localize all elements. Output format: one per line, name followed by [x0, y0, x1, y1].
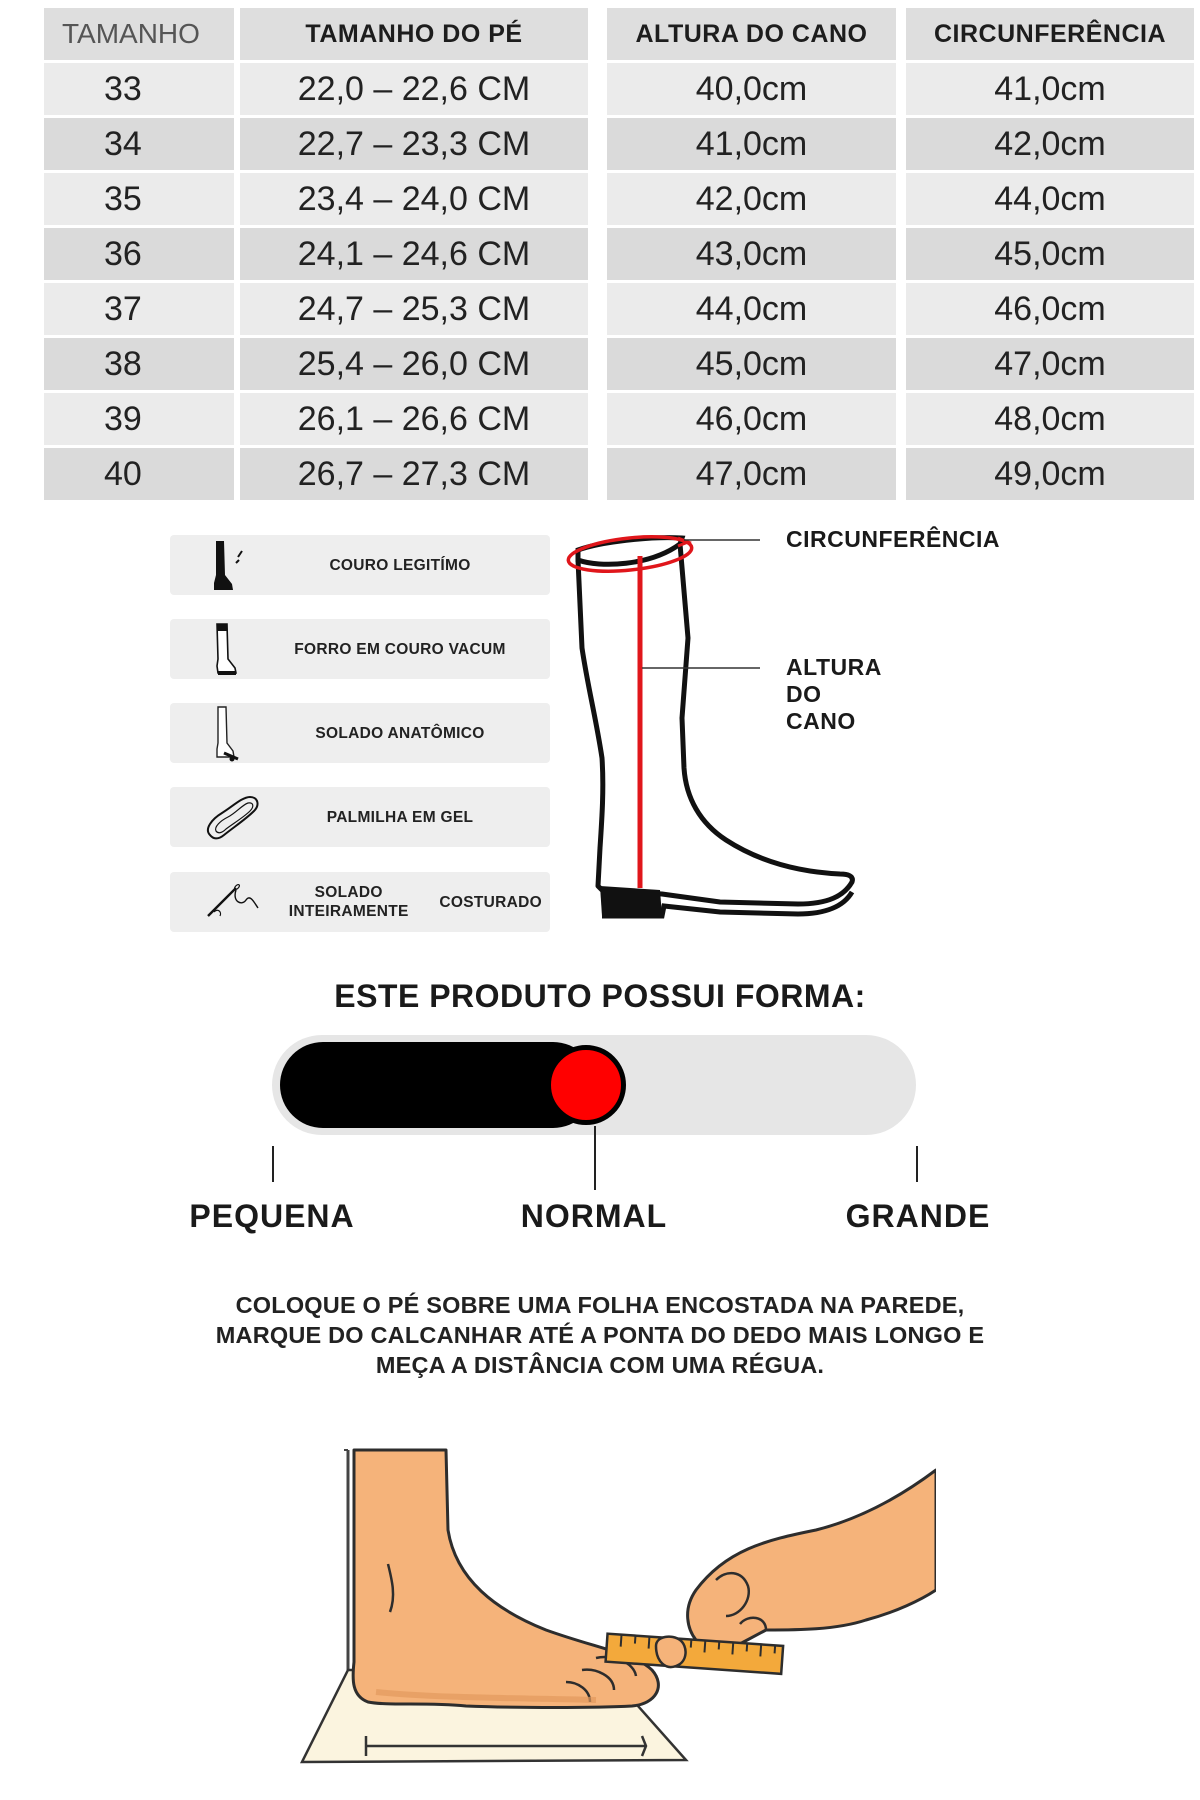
circumference-cell: 45,0cm — [906, 228, 1194, 280]
foot-length-cell: 26,7 – 27,3 CM — [240, 448, 588, 500]
tick-small — [272, 1146, 274, 1182]
boot-diagram — [560, 518, 1000, 933]
table-row — [44, 118, 1148, 170]
shaft-height-cell: 41,0cm — [607, 118, 896, 170]
shaft-height-cell: 44,0cm — [607, 283, 896, 335]
circumference-cell: 46,0cm — [906, 283, 1194, 335]
circumference-cell: 47,0cm — [906, 338, 1194, 390]
foot-length-cell: 23,4 – 24,0 CM — [240, 173, 588, 225]
table-row — [44, 63, 1148, 115]
table-row — [44, 173, 1148, 225]
shaft-height-cell: 45,0cm — [607, 338, 896, 390]
foot-measuring-illustration — [296, 1440, 936, 1785]
needle-thread-icon — [202, 872, 252, 932]
boot-icon — [202, 535, 252, 595]
table-row — [44, 228, 1148, 280]
circumference-cell: 49,0cm — [906, 448, 1194, 500]
feature-leather-lining — [170, 619, 550, 679]
table-header-row — [44, 8, 1166, 60]
feature-label: PALMILHA EM GEL — [326, 808, 474, 826]
shaft-height-cell: 43,0cm — [607, 228, 896, 280]
circumference-cell: 44,0cm — [906, 173, 1194, 225]
size-cell: 37 — [44, 283, 234, 335]
size-cell: 36 — [44, 228, 234, 280]
size-cell: 33 — [44, 63, 234, 115]
size-cell: 38 — [44, 338, 234, 390]
size-cell: 34 — [44, 118, 234, 170]
foot-icon — [296, 1440, 936, 1780]
header-size: TAMANHO — [44, 8, 234, 60]
anatomic-sole-icon — [202, 703, 252, 763]
shaft-height-label: ALTURA DO CANO — [786, 654, 881, 734]
foot-length-cell: 24,1 – 24,6 CM — [240, 228, 588, 280]
table-row — [44, 338, 1148, 390]
foot-length-cell: 22,7 – 23,3 CM — [240, 118, 588, 170]
foot-length-cell: 26,1 – 26,6 CM — [240, 393, 588, 445]
shaft-height-cell: 46,0cm — [607, 393, 896, 445]
fit-label-small: PEQUENA — [189, 1198, 355, 1234]
feature-label — [258, 872, 542, 932]
circumference-cell: 42,0cm — [906, 118, 1194, 170]
shaft-height-cell: 40,0cm — [607, 63, 896, 115]
table-row — [44, 283, 1148, 335]
feature-label: SOLADO ANATÔMICO — [315, 724, 485, 742]
fit-meter-knob — [546, 1045, 626, 1125]
table-row — [44, 393, 1148, 445]
size-cell: 39 — [44, 393, 234, 445]
fit-label-normal: NORMAL — [520, 1198, 668, 1234]
feature-stitched-sole — [170, 872, 550, 932]
tick-large — [916, 1146, 918, 1182]
feature-label-line2: COSTURADO — [439, 893, 542, 911]
instructions-line2: MARQUE DO CALCANHAR ATÉ A PONTA DO DEDO MAIS LONGO E — [215, 1322, 985, 1348]
circumference-cell: 41,0cm — [906, 63, 1194, 115]
table-row — [44, 448, 1148, 500]
feature-label: COURO LEGITÍMO — [329, 556, 471, 574]
fit-label-large: GRANDE — [845, 1198, 991, 1234]
feature-label-line1: SOLADO INTEIRAMENTE — [288, 884, 409, 920]
fit-title: ESTE PRODUTO POSSUI FORMA: — [334, 978, 866, 1014]
header-foot-length: TAMANHO DO PÉ — [240, 8, 588, 60]
measurement-instructions — [150, 1290, 1050, 1380]
feature-label: FORRO EM COURO VACUM — [294, 640, 506, 658]
size-cell: 35 — [44, 173, 234, 225]
tick-normal — [594, 1126, 596, 1190]
shaft-height-cell: 42,0cm — [607, 173, 896, 225]
instructions-line3: MEÇA A DISTÂNCIA COM UMA RÉGUA. — [375, 1352, 825, 1378]
feature-gel-insole — [170, 787, 550, 847]
circumference-cell: 48,0cm — [906, 393, 1194, 445]
header-shaft-height: ALTURA DO CANO — [607, 8, 896, 60]
instructions-line1: COLOQUE O PÉ SOBRE UMA FOLHA ENCOSTADA NA PAREDE, — [235, 1292, 965, 1318]
shaft-height-cell: 47,0cm — [607, 448, 896, 500]
boot-lining-icon — [202, 619, 252, 679]
circumference-label: CIRCUNFERÊNCIA — [786, 526, 1000, 552]
feature-anatomic-sole — [170, 703, 550, 763]
foot-length-cell: 24,7 – 25,3 CM — [240, 283, 588, 335]
gel-insole-icon — [202, 787, 252, 847]
header-circumference: CIRCUNFERÊNCIA — [906, 8, 1194, 60]
size-cell: 40 — [44, 448, 234, 500]
foot-length-cell: 25,4 – 26,0 CM — [240, 338, 588, 390]
feature-genuine-leather — [170, 535, 550, 595]
foot-length-cell: 22,0 – 22,6 CM — [240, 63, 588, 115]
